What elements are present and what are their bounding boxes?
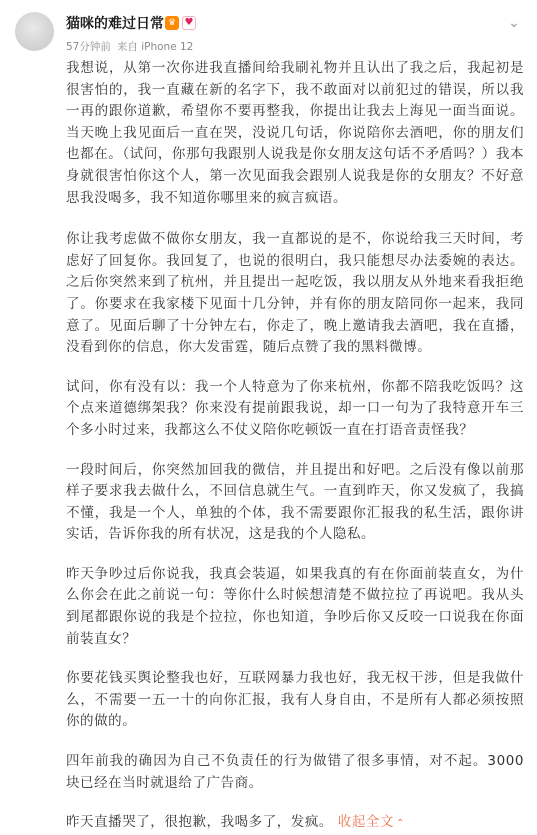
post-paragraph: 昨天争吵过后你说我，我真会装逼，如果我真的有在你面前装直女，为什么你会在此之前说一句：等你什么时候想清楚不做拉拉了再说吧。我从头到尾都跟你说的我是个拉拉，你也知道，争吵后你又反咬一口说我在你面前装直女？ (66, 565, 524, 647)
collapse-label: 收起全文 (337, 814, 394, 831)
level-badge-icon: ♛ (165, 16, 179, 30)
post-paragraph-last (66, 812, 524, 835)
heart-badge-icon: ♥ (182, 16, 196, 30)
post-paragraph: 你让我考虑做不做你女朋友，我一直都说的是不，你说给我三天时间，考虑好了回复你。我回复了，也说的很明白，我只能想尽办法委婉的表达。之后你突然来到了杭州，并且提出一起吃饭，我以朋友从外地来看我拒绝了。你要求在我家楼下见面十几分钟，并有你的朋友陪同你一起来，我同意了。见面后聊了十分钟左右，你走了，晚上邀请我去酒吧，我在直播，没看到你的信息，你大发雷霆，随后点赞了我的黑料微博。 (66, 231, 524, 356)
chevron-down-icon: ⌄ (508, 15, 520, 31)
chevron-up-icon: ⌃ (396, 818, 405, 830)
post-more-button[interactable] (505, 14, 523, 32)
post-time: 57分钟前 (66, 41, 111, 53)
post-paragraph: 我想说，从第一次你进我直播间给我刷礼物并且认出了我之后，我起初是很害怕的，我一直藏在新的名字下，我不敢面对以前犯过的错误，所以我一再的跟你道歉，希望你不要再整我，你提出让我去上海见一面当面说。当天晚上我见面后一直在哭，没说几句话，你说陪你去酒吧，你的朋友们也都在。（试问，你那句我跟别人说我是你女朋友这句话不矛盾吗？）我本身就很害怕你这个人，第一次见面我会跟别人说我是你的女朋友？不好意思我没喝多，我不知道你哪里来的疯言疯语。 (66, 60, 524, 206)
last-paragraph-text: 昨天直播哭了，很抱歉，我喝多了，发疯。 (66, 814, 333, 831)
post-content (66, 58, 524, 835)
post-paragraph: 四年前我的确因为自己不负责任的行为做错了很多事情，对不起。3000块已经在当时就退给了广告商。 (66, 753, 524, 791)
post-paragraph: 你要花钱买舆论整我也好，互联网暴力我也好，我无权干涉，但是我做什么，不需要一五一十的向你汇报，我有人身自由，不是所有人都必须按照你的做的。 (66, 670, 524, 730)
username[interactable]: 猫咪的难过日常 (66, 16, 164, 32)
post-paragraph: 试问，你有没有以：我一个人特意为了你来杭州，你都不陪我吃饭吗？这个点来道德绑架我？你来没有提前跟我说，却一口一句为了我特意开车三个多小时过来，我都这么不仗义陪你吃顿饭一直在打语音责怪我？ (66, 378, 524, 438)
user-badges (165, 16, 196, 30)
post-source: 来自 iPhone 12 (116, 41, 194, 53)
collapse-full-text-link[interactable] (338, 814, 405, 830)
avatar[interactable] (15, 12, 54, 51)
post-meta (66, 40, 193, 54)
post-paragraph: 一段时间后，你突然加回我的微信，并且提出和好吧。之后没有像以前那样子要求我去做什么，不回信息就生气。一直到昨天，你又发疯了，我搞不懂，我是一个人，单独的个体，我不需要跟你汇报我的私生活，跟你讲实话，告诉你我的所有状况，这是我的个人隐私。 (66, 461, 524, 543)
